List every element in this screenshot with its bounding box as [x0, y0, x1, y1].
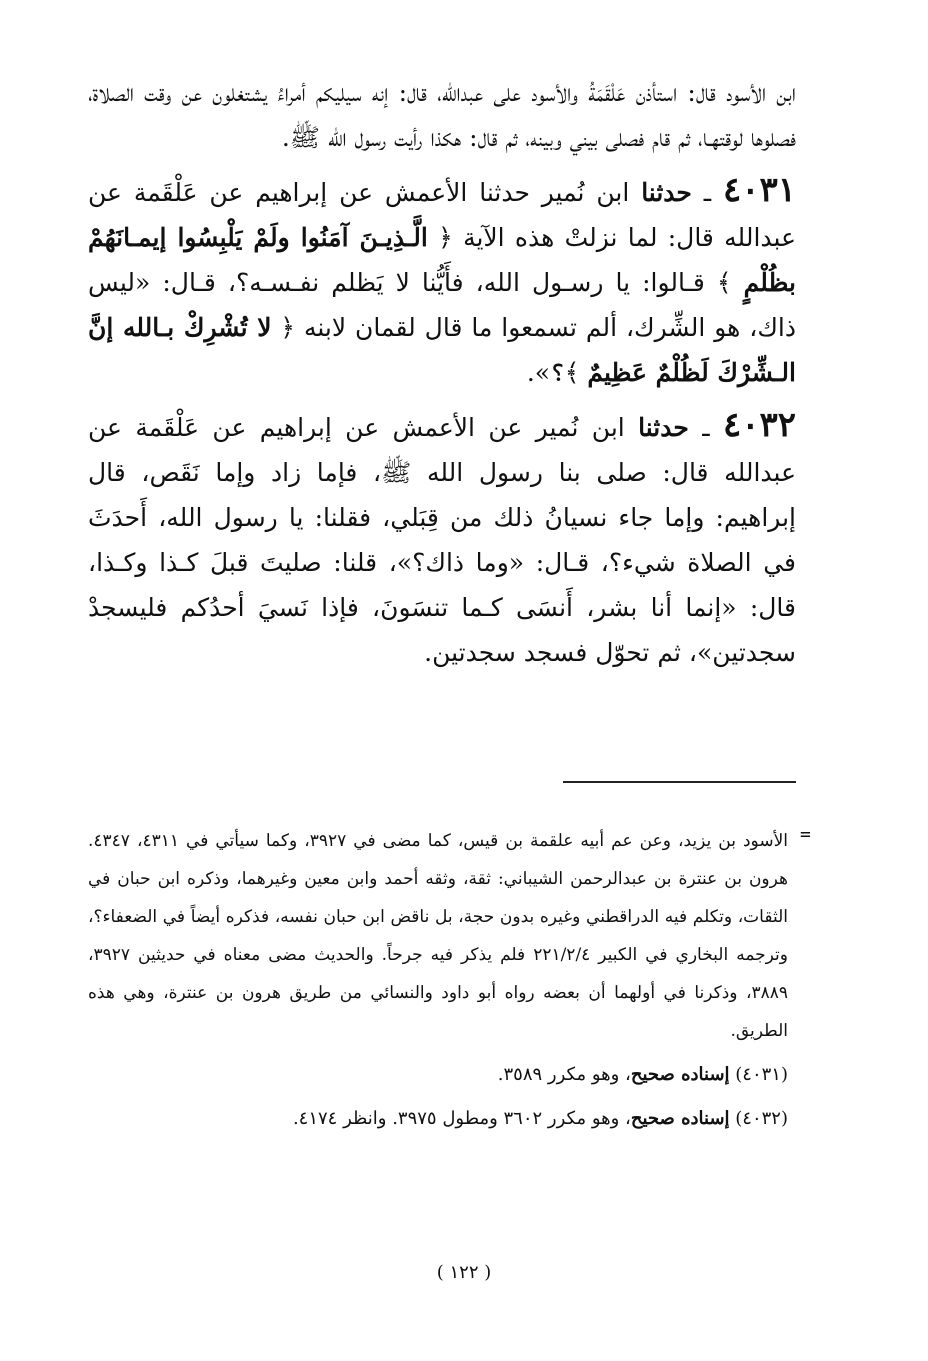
footnotes [88, 822, 788, 1138]
hadith-lead: حدثنا [641, 178, 692, 207]
footnote-carryover: الأسود بن يزيد، وعن عم أبيه علقمة بن قيس، كما مضى في ٣٩٢٧، وكما سيأتي في ٤٣١١، ٤٣٤٧. هرون بن عنترة بن عبدالرحمن الشيباني: ثقة، وثقه أحمد وابن معين وغيرهما، وذكره ابن حبان في الثقات، وتكلم فيه الدراقطني وغيره بدون حجة، بل ناقض ابن حبان نفسه، فذكره أيضاً في الضعفاء؟، وترجمه البخاري في الكبير ٢٢١/٢/٤ فلم يذكر فيه جرحاً. والحديث مضى معناه في حديثين ٣٩٢٧، ٣٨٨٩، وذكرنا في أولهما أن بعضه رواه أبو داود والنسائي من طريق هرون بن عنترة، وهي هذه الطريق. [88, 831, 788, 1041]
hadith-dash: ـ [688, 413, 723, 442]
hadith-number: ٤٠٣١ [722, 170, 796, 210]
footnote-4032 [88, 1100, 788, 1138]
hadith-text: ابن نُمير عن الأعمش عن إبراهيم عن عَلْقَمة عن عبدالله قال: صلى بنا رسول الله ﷺ، فإما زاد وإما نَقَص، قال إبراهيم: وإما جاء نسيانُ ذلك من قِبَلي، فقلنا: يا رسول الله، أَحدَثَ في الصلاة شيء؟، قـال: «وما ذاك؟»، قلنا: صليتَ قبلَ كـذا وكـذا، قال: «إنما أنا بشر، أَنسَى كـما تنسَونَ، فإذا نَسيَ أحدُكم فليسجدْ سجدتين»، ثم تحوّل فسجد سجدتين. [88, 413, 796, 667]
footnote-text: ، وهو مكرر ٣٥٨٩. [497, 1064, 631, 1085]
hadith-4031 [88, 168, 796, 395]
footnote-separator [563, 781, 796, 783]
page-number: ( ١٢٢ ) [436, 1262, 492, 1283]
hadith-text: ﴾ قـالوا: يا رسـول الله، فأَيُّنا لا يَظلم نفـسـه؟، قـال: «ليس ذاك، هو الشِّرك، ألم تسمعوا ما قال لقمان لابنه ﴿ [88, 268, 796, 342]
footnote-4031 [88, 1056, 788, 1094]
quran-verse: لا تُشْرِكْ بـالله إنَّ الـشِّرْكَ لَظُلْمٌ عَظِيمٌ [88, 313, 796, 387]
footnote-grade: إسناده صحيح [630, 1064, 730, 1085]
intro-paragraph: ابن الأسود قال: استأذن عَلْقَمَةُ والأسود على عبدالله، قال: إنه سيليكم أمراءُ يشتغلون عن وقت الصلاة، فصلوها لوقتهـا، ثم قام فصلى بيني وبينه، ثم قال: هكذا رأيت رسول الله ﷺ. [88, 78, 796, 152]
footnote-text: ، وهو مكرر ٣٦٠٢ ومطول ٣٩٧٥. وانظر ٤١٧٤. [292, 1108, 631, 1129]
hadith-dash: ـ [691, 178, 723, 207]
footnote-ref: (٤٠٣٢) [735, 1108, 788, 1129]
hadith-4032 [88, 403, 796, 675]
footnote-ref: (٤٠٣١) [735, 1064, 788, 1085]
main-text [88, 70, 796, 683]
quran-verse: الَّـذِيـنَ آمَنُوا ولَمْ يَلْبِسُوا إيمـانَهُمْ بظُلْمٍ [88, 223, 796, 297]
continuation-mark: = [800, 824, 811, 845]
hadith-text: ﴾؟». [526, 358, 588, 387]
footnote-grade: إسناده صحيح [630, 1108, 730, 1129]
hadith-number: ٤٠٣٢ [722, 405, 796, 445]
hadith-text: ابن نُمير حدثنا الأعمش عن إبراهيم عن عَلْقَمة عن عبدالله قال: لما نزلتْ هذه الآية ﴿ [88, 178, 796, 252]
hadith-lead: حدثنا [638, 413, 689, 442]
